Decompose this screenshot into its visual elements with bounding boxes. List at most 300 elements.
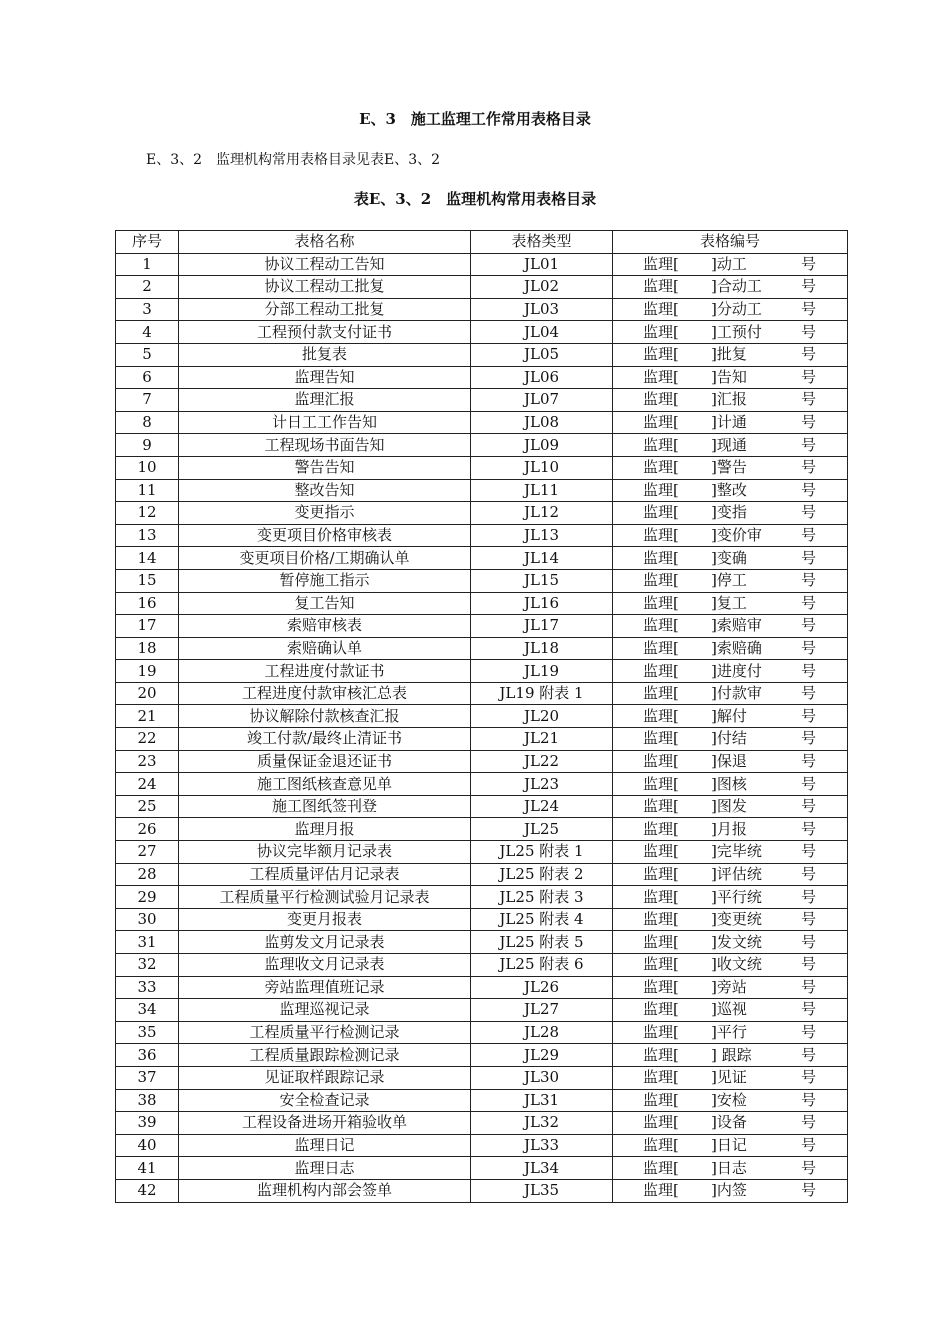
form-type: JL22 bbox=[471, 750, 613, 773]
row-number: 8 bbox=[116, 411, 179, 434]
row-number: 36 bbox=[116, 1044, 179, 1067]
form-code-abbrev: ]日记 bbox=[711, 1136, 747, 1155]
form-code bbox=[613, 1134, 848, 1157]
form-code-abbrev: ]保退 bbox=[711, 751, 747, 770]
form-name: 暂停施工指示 bbox=[179, 569, 471, 592]
form-code-abbrev: ]旁站 bbox=[711, 977, 747, 996]
form-type: JL18 bbox=[471, 637, 613, 660]
form-name: 竣工付款/最终止清证书 bbox=[179, 728, 471, 751]
form-code-suffix: 号 bbox=[801, 1090, 817, 1109]
form-name: 警告告知 bbox=[179, 456, 471, 479]
form-code bbox=[613, 954, 848, 977]
table-row bbox=[116, 863, 848, 886]
form-code-abbrev: ]索赔确 bbox=[711, 638, 762, 657]
form-code-abbrev: ]评估统 bbox=[711, 864, 762, 883]
form-code-prefix: 监理[ bbox=[643, 955, 679, 974]
row-number: 33 bbox=[116, 976, 179, 999]
form-type: JL01 bbox=[471, 253, 613, 276]
form-code-suffix: 号 bbox=[801, 345, 817, 364]
row-number: 15 bbox=[116, 569, 179, 592]
row-number: 42 bbox=[116, 1179, 179, 1202]
form-code-suffix: 号 bbox=[801, 300, 817, 319]
form-type: JL24 bbox=[471, 795, 613, 818]
form-type: JL25 附表 2 bbox=[471, 863, 613, 886]
form-code-suffix: 号 bbox=[801, 729, 817, 748]
row-number: 27 bbox=[116, 841, 179, 864]
row-number: 2 bbox=[116, 276, 179, 299]
row-number: 14 bbox=[116, 547, 179, 570]
form-code bbox=[613, 863, 848, 886]
form-code bbox=[613, 456, 848, 479]
form-type: JL19 bbox=[471, 660, 613, 683]
form-code bbox=[613, 434, 848, 457]
form-code-suffix: 号 bbox=[801, 571, 817, 590]
row-number: 11 bbox=[116, 479, 179, 502]
form-name: 工程进度付款证书 bbox=[179, 660, 471, 683]
form-name: 监理日志 bbox=[179, 1157, 471, 1180]
table-row bbox=[116, 276, 848, 299]
form-name: 监理月报 bbox=[179, 818, 471, 841]
form-code-abbrev: ]付结 bbox=[711, 729, 747, 748]
form-name: 复工告知 bbox=[179, 592, 471, 615]
form-code-abbrev: ]图核 bbox=[711, 774, 747, 793]
table-row bbox=[116, 479, 848, 502]
form-code-suffix: 号 bbox=[801, 955, 817, 974]
form-code-prefix: 监理[ bbox=[643, 254, 679, 273]
form-code-prefix: 监理[ bbox=[643, 1023, 679, 1042]
form-code-abbrev: ]批复 bbox=[711, 345, 747, 364]
page-title: E、3 施工监理工作常用表格目录 bbox=[359, 110, 591, 128]
form-name: 变更指示 bbox=[179, 502, 471, 525]
table-row bbox=[116, 954, 848, 977]
form-name: 质量保证金退还证书 bbox=[179, 750, 471, 773]
form-code bbox=[613, 773, 848, 796]
form-code-prefix: 监理[ bbox=[643, 616, 679, 635]
form-code-abbrev: ]月报 bbox=[711, 819, 747, 838]
form-code bbox=[613, 750, 848, 773]
table-row bbox=[116, 728, 848, 751]
form-type: JL25 附表 1 bbox=[471, 841, 613, 864]
table-row bbox=[116, 660, 848, 683]
form-code-abbrev: ]复工 bbox=[711, 593, 747, 612]
form-code-prefix: 监理[ bbox=[643, 819, 679, 838]
form-code bbox=[613, 1179, 848, 1202]
form-code-prefix: 监理[ bbox=[643, 480, 679, 499]
form-code bbox=[613, 976, 848, 999]
row-number: 19 bbox=[116, 660, 179, 683]
row-number: 20 bbox=[116, 682, 179, 705]
row-number: 18 bbox=[116, 637, 179, 660]
form-code bbox=[613, 795, 848, 818]
form-code-abbrev: ]收文统 bbox=[711, 955, 762, 974]
column-header-type: 表格类型 bbox=[471, 231, 613, 254]
row-number: 9 bbox=[116, 434, 179, 457]
table-row bbox=[116, 1044, 848, 1067]
table-header-row bbox=[116, 231, 848, 254]
row-number: 26 bbox=[116, 818, 179, 841]
form-code bbox=[613, 321, 848, 344]
table-title: 表E、3、2 监理机构常用表格目录 bbox=[353, 190, 597, 208]
form-code bbox=[613, 705, 848, 728]
form-catalog-table bbox=[115, 230, 848, 1203]
form-code-prefix: 监理[ bbox=[643, 638, 679, 657]
form-code-abbrev: ]平行 bbox=[711, 1023, 747, 1042]
form-code-suffix: 号 bbox=[801, 616, 817, 635]
form-code-suffix: 号 bbox=[801, 277, 817, 296]
row-number: 6 bbox=[116, 366, 179, 389]
form-type: JL23 bbox=[471, 773, 613, 796]
row-number: 24 bbox=[116, 773, 179, 796]
form-code-prefix: 监理[ bbox=[643, 277, 679, 296]
form-code bbox=[613, 1021, 848, 1044]
form-code-suffix: 号 bbox=[801, 887, 817, 906]
form-name: 监理机构内部会签单 bbox=[179, 1179, 471, 1202]
form-code-abbrev: ]停工 bbox=[711, 571, 747, 590]
form-type: JL32 bbox=[471, 1112, 613, 1135]
row-number: 25 bbox=[116, 795, 179, 818]
form-code-suffix: 号 bbox=[801, 1045, 817, 1064]
form-code-prefix: 监理[ bbox=[643, 571, 679, 590]
form-type: JL30 bbox=[471, 1066, 613, 1089]
form-code bbox=[613, 592, 848, 615]
form-type: JL25 附表 4 bbox=[471, 908, 613, 931]
form-code-suffix: 号 bbox=[801, 1000, 817, 1019]
form-code-suffix: 号 bbox=[801, 910, 817, 929]
form-type: JL25 附表 3 bbox=[471, 886, 613, 909]
table-row bbox=[116, 502, 848, 525]
form-code-suffix: 号 bbox=[801, 932, 817, 951]
table-row bbox=[116, 931, 848, 954]
form-type: JL10 bbox=[471, 456, 613, 479]
form-type: JL20 bbox=[471, 705, 613, 728]
form-code-suffix: 号 bbox=[801, 503, 817, 522]
form-type: JL03 bbox=[471, 298, 613, 321]
form-code bbox=[613, 728, 848, 751]
table-row bbox=[116, 547, 848, 570]
form-type: JL06 bbox=[471, 366, 613, 389]
intro-paragraph: E、3、2 监理机构常用表格目录见表E、3、2 bbox=[146, 152, 441, 168]
form-code-abbrev: ] 跟踪 bbox=[711, 1045, 752, 1064]
form-code-prefix: 监理[ bbox=[643, 435, 679, 454]
form-code-abbrev: ]平行统 bbox=[711, 887, 762, 906]
form-code-abbrev: ]分动工 bbox=[711, 300, 762, 319]
form-name: 监理告知 bbox=[179, 366, 471, 389]
form-name: 分部工程动工批复 bbox=[179, 298, 471, 321]
form-code-prefix: 监理[ bbox=[643, 503, 679, 522]
form-code-suffix: 号 bbox=[801, 706, 817, 725]
table-row bbox=[116, 343, 848, 366]
table-row bbox=[116, 773, 848, 796]
form-code bbox=[613, 615, 848, 638]
form-code bbox=[613, 298, 848, 321]
form-code-prefix: 监理[ bbox=[643, 367, 679, 386]
form-name: 工程质量跟踪检测记录 bbox=[179, 1044, 471, 1067]
row-number: 40 bbox=[116, 1134, 179, 1157]
form-name: 索赔确认单 bbox=[179, 637, 471, 660]
table-row bbox=[116, 366, 848, 389]
form-code-prefix: 监理[ bbox=[643, 390, 679, 409]
form-code-suffix: 号 bbox=[801, 797, 817, 816]
form-type: JL33 bbox=[471, 1134, 613, 1157]
form-name: 工程现场书面告知 bbox=[179, 434, 471, 457]
form-code-abbrev: ]索赔审 bbox=[711, 616, 762, 635]
form-code-prefix: 监理[ bbox=[643, 1000, 679, 1019]
form-code-abbrev: ]告知 bbox=[711, 367, 747, 386]
form-code-suffix: 号 bbox=[801, 1181, 817, 1200]
form-type: JL14 bbox=[471, 547, 613, 570]
form-code-suffix: 号 bbox=[801, 977, 817, 996]
form-code-prefix: 监理[ bbox=[643, 887, 679, 906]
form-type: JL15 bbox=[471, 569, 613, 592]
form-type: JL26 bbox=[471, 976, 613, 999]
row-number: 31 bbox=[116, 931, 179, 954]
form-code-suffix: 号 bbox=[801, 864, 817, 883]
form-name: 工程预付款支付证书 bbox=[179, 321, 471, 344]
form-name: 索赔审核表 bbox=[179, 615, 471, 638]
row-number: 34 bbox=[116, 999, 179, 1022]
form-code-suffix: 号 bbox=[801, 480, 817, 499]
form-code-abbrev: ]日志 bbox=[711, 1158, 747, 1177]
form-name: 协议解除付款核查汇报 bbox=[179, 705, 471, 728]
form-code-suffix: 号 bbox=[801, 1068, 817, 1087]
row-number: 38 bbox=[116, 1089, 179, 1112]
table-row bbox=[116, 1066, 848, 1089]
form-type: JL21 bbox=[471, 728, 613, 751]
form-type: JL27 bbox=[471, 999, 613, 1022]
form-type: JL28 bbox=[471, 1021, 613, 1044]
row-number: 1 bbox=[116, 253, 179, 276]
row-number: 3 bbox=[116, 298, 179, 321]
form-code-prefix: 监理[ bbox=[643, 345, 679, 364]
row-number: 13 bbox=[116, 524, 179, 547]
form-name: 工程进度付款审核汇总表 bbox=[179, 682, 471, 705]
form-code-suffix: 号 bbox=[801, 1023, 817, 1042]
table-row bbox=[116, 253, 848, 276]
form-code-prefix: 监理[ bbox=[643, 1113, 679, 1132]
form-code-suffix: 号 bbox=[801, 548, 817, 567]
form-code-abbrev: ]动工 bbox=[711, 254, 747, 273]
form-name: 监理汇报 bbox=[179, 389, 471, 412]
table-row bbox=[116, 456, 848, 479]
row-number: 32 bbox=[116, 954, 179, 977]
form-name: 协议完毕额月记录表 bbox=[179, 841, 471, 864]
form-type: JL17 bbox=[471, 615, 613, 638]
form-code bbox=[613, 343, 848, 366]
form-name: 协议工程动工告知 bbox=[179, 253, 471, 276]
form-code bbox=[613, 637, 848, 660]
form-code bbox=[613, 389, 848, 412]
form-code-suffix: 号 bbox=[801, 593, 817, 612]
form-code-abbrev: ]内签 bbox=[711, 1181, 747, 1200]
form-type: JL25 附表 5 bbox=[471, 931, 613, 954]
row-number: 37 bbox=[116, 1066, 179, 1089]
form-code bbox=[613, 1112, 848, 1135]
row-number: 30 bbox=[116, 908, 179, 931]
form-code-abbrev: ]变更统 bbox=[711, 910, 762, 929]
row-number: 10 bbox=[116, 456, 179, 479]
row-number: 29 bbox=[116, 886, 179, 909]
table-row bbox=[116, 750, 848, 773]
form-name: 监剪发文月记录表 bbox=[179, 931, 471, 954]
table-row bbox=[116, 795, 848, 818]
form-name: 工程质量评估月记录表 bbox=[179, 863, 471, 886]
form-code bbox=[613, 682, 848, 705]
row-number: 39 bbox=[116, 1112, 179, 1135]
form-type: JL16 bbox=[471, 592, 613, 615]
form-code-abbrev: ]整改 bbox=[711, 480, 747, 499]
table-row bbox=[116, 908, 848, 931]
form-type: JL29 bbox=[471, 1044, 613, 1067]
form-name: 协议工程动工批复 bbox=[179, 276, 471, 299]
form-name: 整改告知 bbox=[179, 479, 471, 502]
table-row bbox=[116, 524, 848, 547]
form-code-prefix: 监理[ bbox=[643, 684, 679, 703]
form-code bbox=[613, 931, 848, 954]
form-code-suffix: 号 bbox=[801, 661, 817, 680]
form-type: JL02 bbox=[471, 276, 613, 299]
form-code bbox=[613, 908, 848, 931]
form-code-prefix: 监理[ bbox=[643, 593, 679, 612]
form-code bbox=[613, 276, 848, 299]
form-code-abbrev: ]安检 bbox=[711, 1090, 747, 1109]
form-code-abbrev: ]警告 bbox=[711, 458, 747, 477]
column-header-no: 序号 bbox=[116, 231, 179, 254]
form-code-abbrev: ]现通 bbox=[711, 435, 747, 454]
form-code-abbrev: ]合动工 bbox=[711, 277, 762, 296]
table-row bbox=[116, 434, 848, 457]
form-code bbox=[613, 411, 848, 434]
form-type: JL05 bbox=[471, 343, 613, 366]
form-type: JL13 bbox=[471, 524, 613, 547]
form-type: JL07 bbox=[471, 389, 613, 412]
form-name: 变更月报表 bbox=[179, 908, 471, 931]
form-type: JL04 bbox=[471, 321, 613, 344]
form-code-prefix: 监理[ bbox=[643, 1090, 679, 1109]
form-code-abbrev: ]进度付 bbox=[711, 661, 762, 680]
form-code-abbrev: ]完毕统 bbox=[711, 842, 762, 861]
row-number: 35 bbox=[116, 1021, 179, 1044]
form-code bbox=[613, 841, 848, 864]
form-code-prefix: 监理[ bbox=[643, 842, 679, 861]
form-name: 工程设备进场开箱验收单 bbox=[179, 1112, 471, 1135]
table-row bbox=[116, 841, 848, 864]
form-code-suffix: 号 bbox=[801, 684, 817, 703]
table-row bbox=[116, 976, 848, 999]
form-code-abbrev: ]计通 bbox=[711, 413, 747, 432]
form-name: 批复表 bbox=[179, 343, 471, 366]
table-row bbox=[116, 1157, 848, 1180]
form-code-prefix: 监理[ bbox=[643, 548, 679, 567]
form-code-suffix: 号 bbox=[801, 458, 817, 477]
form-name: 变更项目价格/工期确认单 bbox=[179, 547, 471, 570]
form-code-abbrev: ]巡视 bbox=[711, 1000, 747, 1019]
form-name: 监理日记 bbox=[179, 1134, 471, 1157]
table-row bbox=[116, 1179, 848, 1202]
row-number: 12 bbox=[116, 502, 179, 525]
form-type: JL25 附表 6 bbox=[471, 954, 613, 977]
form-code-suffix: 号 bbox=[801, 435, 817, 454]
row-number: 5 bbox=[116, 343, 179, 366]
form-code-suffix: 号 bbox=[801, 751, 817, 770]
row-number: 17 bbox=[116, 615, 179, 638]
table-row bbox=[116, 999, 848, 1022]
form-name: 施工图纸签刊登 bbox=[179, 795, 471, 818]
table-row bbox=[116, 321, 848, 344]
form-code-abbrev: ]变价审 bbox=[711, 526, 762, 545]
form-name: 安全检查记录 bbox=[179, 1089, 471, 1112]
form-code-prefix: 监理[ bbox=[643, 910, 679, 929]
form-name: 计日工工作告知 bbox=[179, 411, 471, 434]
form-type: JL34 bbox=[471, 1157, 613, 1180]
row-number: 22 bbox=[116, 728, 179, 751]
form-type: JL12 bbox=[471, 502, 613, 525]
form-code-suffix: 号 bbox=[801, 842, 817, 861]
form-code-prefix: 监理[ bbox=[643, 932, 679, 951]
form-code-abbrev: ]解付 bbox=[711, 706, 747, 725]
form-code-suffix: 号 bbox=[801, 819, 817, 838]
form-code bbox=[613, 886, 848, 909]
form-code-abbrev: ]变确 bbox=[711, 548, 747, 567]
row-number: 28 bbox=[116, 863, 179, 886]
form-code bbox=[613, 1089, 848, 1112]
form-code-prefix: 监理[ bbox=[643, 322, 679, 341]
form-type: JL25 bbox=[471, 818, 613, 841]
form-code bbox=[613, 524, 848, 547]
row-number: 21 bbox=[116, 705, 179, 728]
form-name: 变更项目价格审核表 bbox=[179, 524, 471, 547]
form-code-prefix: 监理[ bbox=[643, 977, 679, 996]
form-code bbox=[613, 999, 848, 1022]
form-name: 施工图纸核查意见单 bbox=[179, 773, 471, 796]
form-code-suffix: 号 bbox=[801, 1158, 817, 1177]
form-code-suffix: 号 bbox=[801, 1113, 817, 1132]
table-row bbox=[116, 411, 848, 434]
form-code bbox=[613, 818, 848, 841]
form-code-prefix: 监理[ bbox=[643, 413, 679, 432]
form-code bbox=[613, 253, 848, 276]
form-type: JL19 附表 1 bbox=[471, 682, 613, 705]
form-code bbox=[613, 502, 848, 525]
form-code-prefix: 监理[ bbox=[643, 661, 679, 680]
form-code-prefix: 监理[ bbox=[643, 751, 679, 770]
form-code-prefix: 监理[ bbox=[643, 1068, 679, 1087]
form-code-abbrev: ]见证 bbox=[711, 1068, 747, 1087]
table-row bbox=[116, 1134, 848, 1157]
form-code-prefix: 监理[ bbox=[643, 864, 679, 883]
form-code-prefix: 监理[ bbox=[643, 729, 679, 748]
form-code-suffix: 号 bbox=[801, 638, 817, 657]
row-number: 7 bbox=[116, 389, 179, 412]
table-row bbox=[116, 592, 848, 615]
form-type: JL35 bbox=[471, 1179, 613, 1202]
row-number: 4 bbox=[116, 321, 179, 344]
form-code-abbrev: ]变指 bbox=[711, 503, 747, 522]
form-type: JL08 bbox=[471, 411, 613, 434]
row-number: 23 bbox=[116, 750, 179, 773]
form-code-abbrev: ]设备 bbox=[711, 1113, 747, 1132]
form-code-prefix: 监理[ bbox=[643, 706, 679, 725]
form-code bbox=[613, 569, 848, 592]
table-row bbox=[116, 389, 848, 412]
form-code-abbrev: ]付款审 bbox=[711, 684, 762, 703]
form-code-prefix: 监理[ bbox=[643, 526, 679, 545]
form-code-prefix: 监理[ bbox=[643, 1045, 679, 1064]
form-name: 工程质量平行检测记录 bbox=[179, 1021, 471, 1044]
table-row bbox=[116, 637, 848, 660]
form-name: 见证取样跟踪记录 bbox=[179, 1066, 471, 1089]
form-code-prefix: 监理[ bbox=[643, 300, 679, 319]
form-code bbox=[613, 366, 848, 389]
